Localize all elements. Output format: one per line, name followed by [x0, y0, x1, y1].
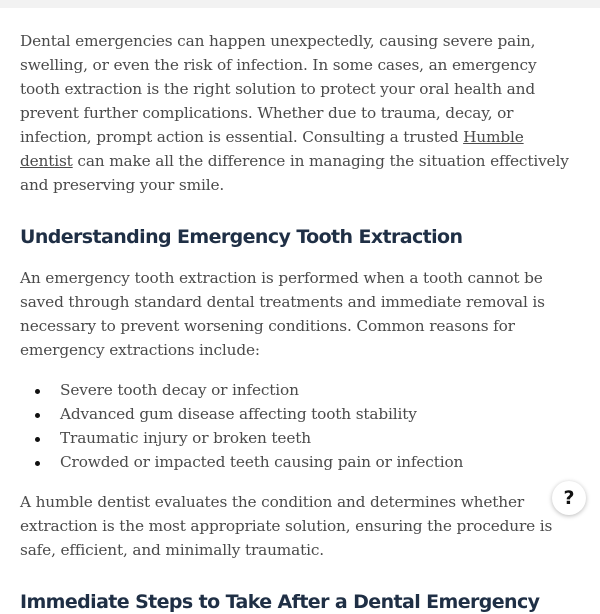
humble-dentist-link[interactable]: Humble dentist — [20, 128, 524, 170]
list-item-text: Severe tooth decay or infection — [60, 381, 299, 399]
bullet-icon — [35, 413, 40, 418]
list-item-text: Advanced gum disease affecting tooth stability — [60, 405, 417, 423]
intro-text-after-link: can make all the difference in managing the situation effectively and preserving your smile. — [20, 152, 569, 194]
intro-text-before-link: Dental emergencies can happen unexpectedly, causing severe pain, swelling, or even the risk of infection. In some cases, an emergency tooth extraction is the right solution to protect your oral health and prevent further complications. Whether due to trauma, decay, or infection, prompt action is essential. Consulting a trusted — [20, 32, 537, 146]
bullet-icon — [35, 461, 40, 466]
bullet-icon — [35, 389, 40, 394]
list-item-text: Crowded or impacted teeth causing pain or infection — [60, 453, 464, 471]
section-closing-paragraph: A humble dentist evaluates the condition and determines whether extraction is the most appropriate solution, ensuring the procedure is safe, efficient, and minimally traumatic. — [20, 493, 553, 559]
top-bar — [0, 0, 600, 8]
article-content — [20, 29, 576, 614]
list-item-text: Traumatic injury or broken teeth — [60, 429, 311, 447]
question-mark-icon: ? — [563, 487, 575, 509]
bullet-icon — [35, 437, 40, 442]
list-item — [20, 402, 576, 426]
list-item — [20, 450, 576, 474]
list-item — [20, 426, 576, 450]
intro-paragraph — [20, 29, 576, 197]
list-item — [20, 378, 576, 402]
reasons-list — [20, 378, 576, 474]
section-paragraph-reasons: An emergency tooth extraction is performed when a tooth cannot be saved through standard dental treatments and immediate removal is necessary to prevent worsening conditions. Common reasons for emergency extractions include: — [20, 269, 545, 359]
section-heading-immediate-steps: Immediate Steps to Take After a Dental Emergency — [20, 591, 540, 613]
section-heading-understanding: Understanding Emergency Tooth Extraction — [20, 226, 463, 248]
help-button[interactable] — [552, 481, 586, 515]
